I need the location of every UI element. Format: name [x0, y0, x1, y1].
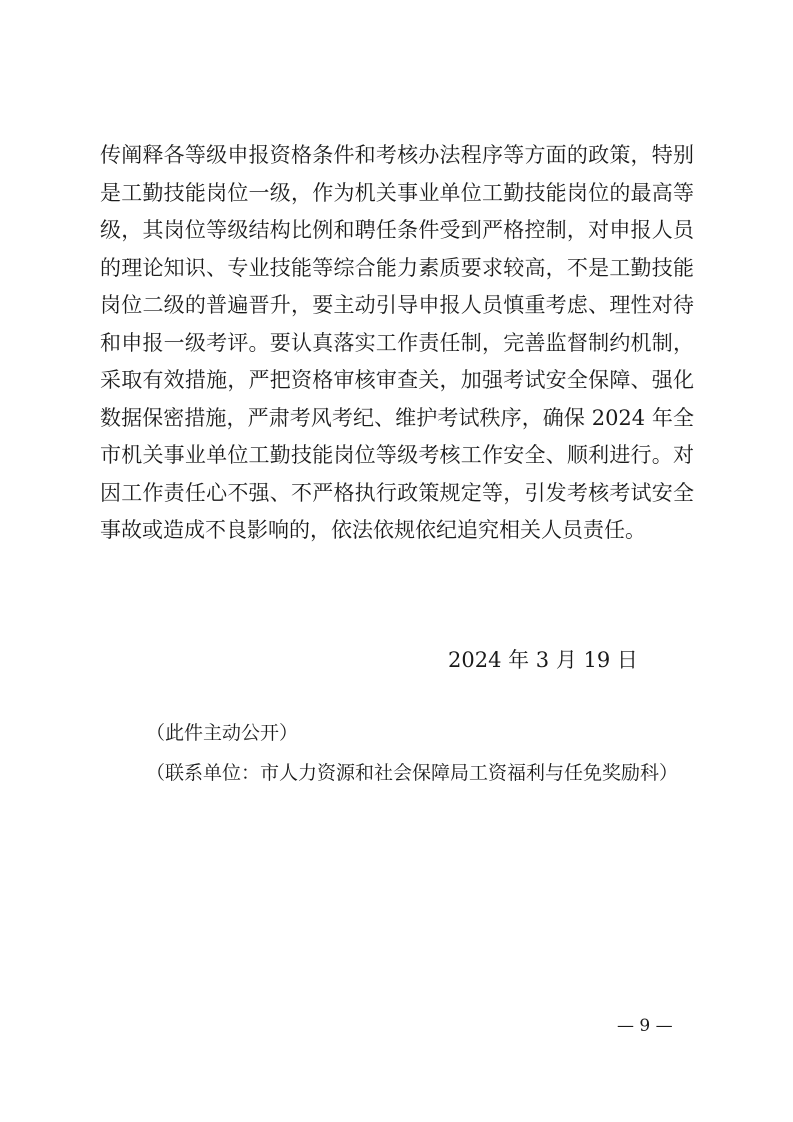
contact-unit-note: （联系单位：市人力资源和社会保障局工资福利与任免奖励科） [146, 762, 679, 784]
body-line: 是工勤技能岗位一级，作为机关事业单位工勤技能岗位的最高等 [100, 180, 694, 205]
page-number: — 9 — [617, 1016, 673, 1036]
body-line: 采取有效措施，严把资格审核审查关，加强考试安全保障、强化 [100, 368, 694, 392]
body-line: 级，其岗位等级结构比例和聘任条件受到严格控制，对申报人员 [100, 218, 694, 242]
body-line: 事故或造成不良影响的，依法依规依纪追究相关人员责任。 [100, 518, 646, 542]
document-date: 2024 年 3 月 19 日 [448, 648, 638, 672]
public-disclosure-note: （此件主动公开） [146, 722, 299, 744]
body-paragraph [100, 137, 694, 550]
body-line: 的理论知识、专业技能等综合能力素质要求较高，不是工勤技能 [100, 255, 694, 280]
body-line: 岗位二级的普遍晋升，要主动引导申报人员慎重考虑、理性对待 [100, 293, 694, 317]
body-line: 传阐释各等级申报资格条件和考核办法程序等方面的政策，特别 [100, 143, 694, 167]
body-line: 因工作责任心不强、不严格执行政策规定等，引发考核考试安全 [100, 480, 694, 505]
body-line: 市机关事业单位工勤技能岗位等级考核工作安全、顺利进行。对 [100, 443, 694, 467]
body-line: 和申报一级考评。要认真落实工作责任制，完善监督制约机制， [100, 330, 694, 355]
body-line: 数据保密措施，严肃考风考纪、维护考试秩序，确保 2024 年全 [100, 405, 694, 430]
